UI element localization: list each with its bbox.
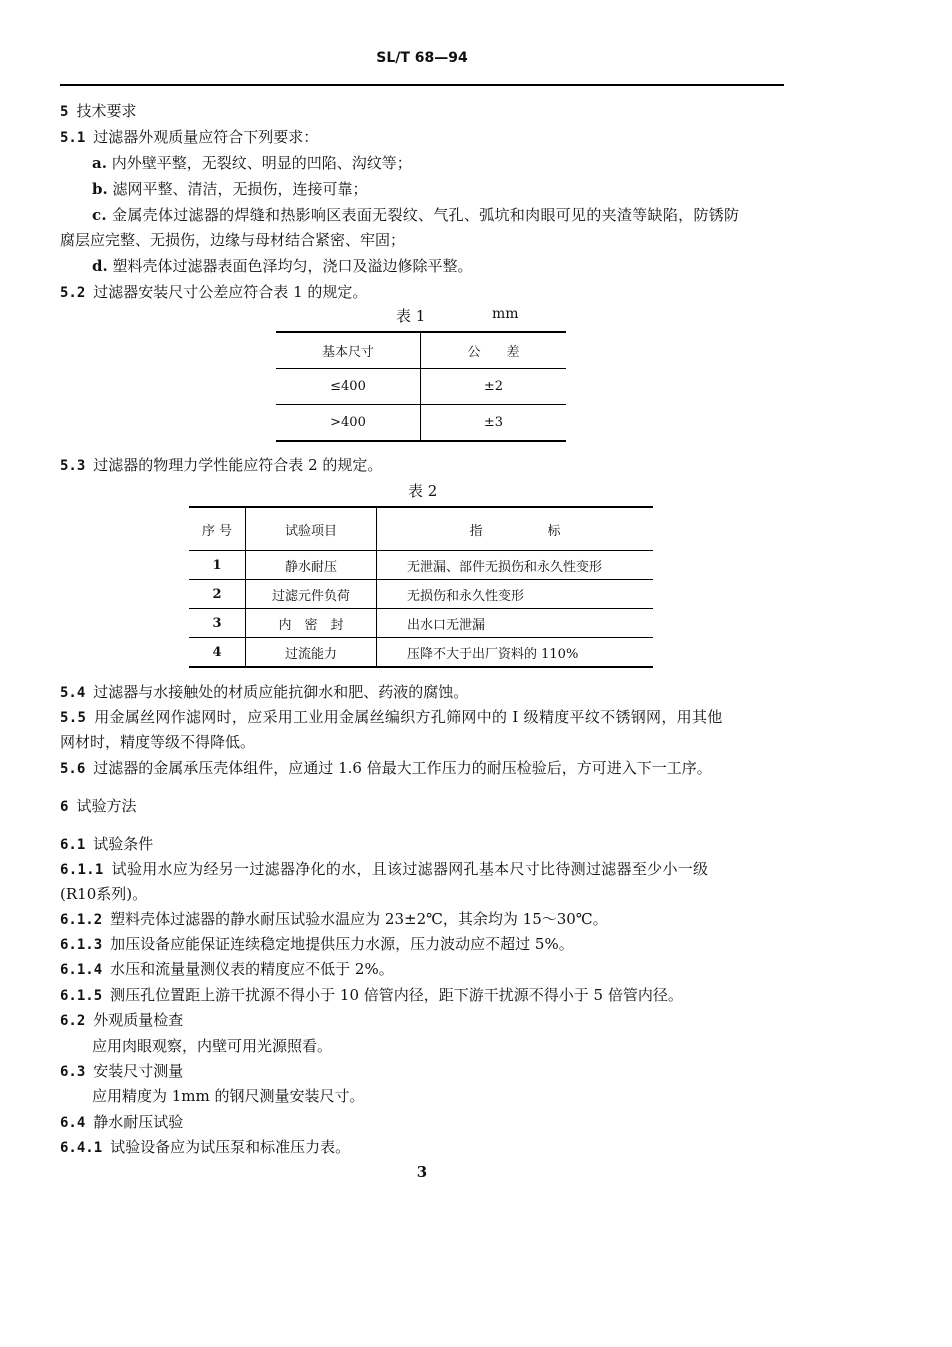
clause-5-2: 5.2 过滤器安装尺寸公差应符合表 1 的规定。 (60, 283, 368, 301)
page-header: SL/T 68—94 (376, 50, 468, 66)
table2-cell: 过流能力 (246, 638, 377, 668)
table-row (276, 369, 566, 405)
table1 (276, 331, 566, 442)
clause-6-2: 6.2 外观质量检查 (60, 1011, 184, 1029)
clause-6-3-body: 应用精度为 1mm 的钢尺测量安装尺寸。 (92, 1087, 365, 1105)
table2 (189, 506, 653, 668)
table2-cell: 4 (189, 638, 246, 668)
table2-cell: 过滤元件负荷 (246, 580, 377, 609)
section-5-heading: 5 技术要求 (60, 102, 137, 120)
table2-cell: 内 密 封 (246, 609, 377, 638)
table-row (189, 609, 653, 638)
table2-cell: 无损伤和永久性变形 (377, 580, 654, 609)
clause-6-3: 6.3 安装尺寸测量 (60, 1062, 184, 1080)
table1-caption: 表 1 (396, 307, 426, 325)
clause-6-1-5: 6.1.5 测压孔位置距上游干扰源不得小于 10 倍管内径，距下游干扰源不得小于 5 倍管内径。 (60, 986, 683, 1004)
table-row (189, 551, 653, 580)
clause-6-1-1: 6.1.1 试验用水应为经另一过滤器净化的水，且该过滤器网孔基本尺寸比待测过滤器至少小一级 (60, 860, 709, 878)
clause-5-3: 5.3 过滤器的物理力学性能应符合表 2 的规定。 (60, 456, 383, 474)
table2-header-cell: 试验项目 (246, 507, 377, 551)
table1-cell: ≤400 (276, 369, 421, 405)
table1-header-cell: 基本尺寸 (276, 332, 421, 369)
clause-5-5: 5.5 用金属丝网作滤网时，应采用工业用金属丝编织方孔筛网中的 I 级精度平纹不锈钢网，用其他 (60, 708, 723, 726)
table2-cell: 2 (189, 580, 246, 609)
table-row (189, 638, 653, 668)
table-row (276, 405, 566, 442)
clause-6-1: 6.1 试验条件 (60, 835, 154, 853)
item-d: d. 塑料壳体过滤器表面色泽均匀，浇口及溢边修除平整。 (92, 257, 473, 275)
table1-header-cell: 公 差 (421, 332, 567, 369)
table2-cell: 3 (189, 609, 246, 638)
item-c-continued: 腐层应完整、无损伤，边缘与母材结合紧密、牢固； (60, 231, 406, 249)
section-6-heading: 6 试验方法 (60, 797, 137, 815)
table1-unit: mm (492, 306, 519, 322)
table2-cell: 无泄漏、部件无损伤和永久性变形 (377, 551, 654, 580)
clause-5-4: 5.4 过滤器与水接触处的材质应能抗御水和肥、药液的腐蚀。 (60, 683, 469, 701)
clause-6-1-3: 6.1.3 加压设备应能保证连续稳定地提供压力水源，压力波动应不超过 5%。 (60, 935, 574, 953)
table2-header-cell: 指 标 (377, 507, 654, 551)
clause-5-6: 5.6 过滤器的金属承压壳体组件，应通过 1.6 倍最大工作压力的耐压检验后，方可进入下一工序。 (60, 759, 712, 777)
page-number: 3 (416, 1163, 428, 1181)
clause-5-5-continued: 网材时，精度等级不得降低。 (60, 733, 256, 751)
clause-6-2-body: 应用肉眼观察，内壁可用光源照看。 (92, 1037, 333, 1055)
table-row (189, 580, 653, 609)
table2-cell: 压降不大于出厂资料的 110% (407, 646, 579, 662)
table2-cell: 静水耐压 (246, 551, 377, 580)
table2-cell: 出水口无泄漏 (377, 609, 654, 638)
clause-6-4: 6.4 静水耐压试验 (60, 1113, 184, 1131)
table2-header-cell: 序 号 (189, 507, 246, 551)
table-row (276, 332, 566, 369)
clause-5-1: 5.1 过滤器外观质量应符合下列要求： (60, 128, 319, 146)
item-c: c. 金属壳体过滤器的焊缝和热影响区表面无裂纹、气孔、弧坑和肉眼可见的夹渣等缺陷，防锈防 (92, 206, 740, 224)
clause-6-1-1-continued: (R10系列)。 (60, 885, 148, 903)
clause-6-4-1: 6.4.1 试验设备应为试压泵和标准压力表。 (60, 1138, 351, 1156)
table-row (189, 507, 653, 551)
clause-6-1-2: 6.1.2 塑料壳体过滤器的静水耐压试验水温应为 23±2℃，其余均为 15～30℃。 (60, 910, 608, 928)
item-b: b. 滤网平整、清洁，无损伤，连接可靠； (92, 180, 368, 198)
table2-caption: 表 2 (408, 482, 438, 500)
clause-6-1-4: 6.1.4 水压和流量量测仪表的精度应不低于 2%。 (60, 960, 394, 978)
table1-cell: ±3 (483, 415, 504, 430)
table1-cell: >400 (276, 405, 421, 442)
header-rule (60, 84, 784, 86)
table2-cell: 1 (189, 551, 246, 580)
table1-cell: ±2 (421, 369, 567, 405)
item-a: a. 内外壁平整，无裂纹、明显的凹陷、沟纹等； (92, 154, 412, 172)
